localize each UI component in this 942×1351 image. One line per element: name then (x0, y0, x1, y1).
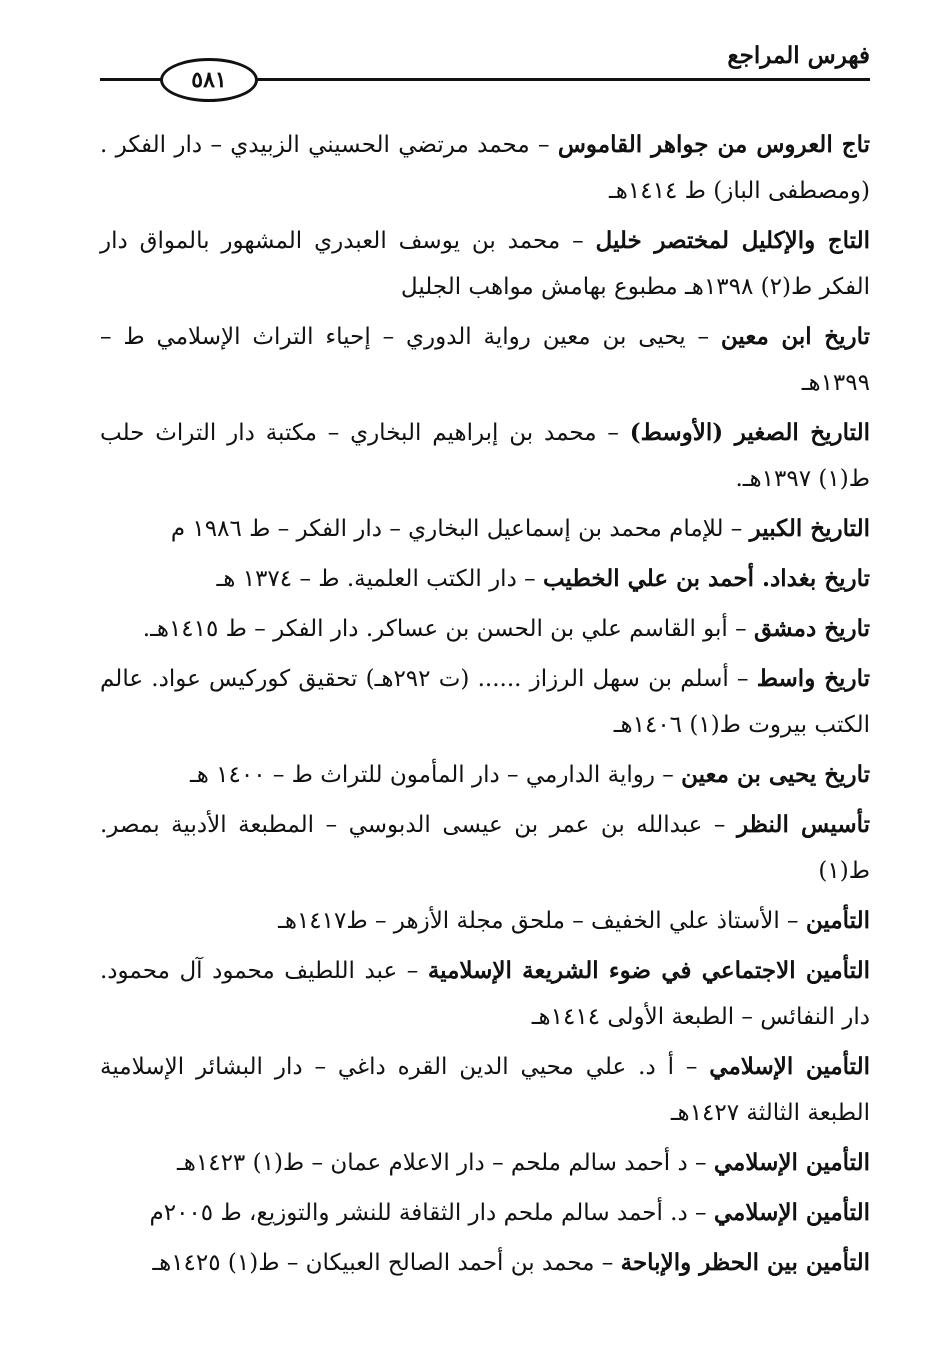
reference-details: – عبدالله بن عمر بن عيسى الدبوسي – المطبعة الأدبية بمصر. ط(١) (100, 812, 870, 884)
page-title: فهرس المراجع (727, 42, 870, 69)
reference-details: – د. أحمد سالم ملحم دار الثقافة للنشر والتوزيع، ط ٢٠٠٥م (149, 1200, 714, 1226)
reference-details: – محمد مرتضي الحسيني الزبيدي – دار الفكر . (ومصطفى الباز) ط ١٤١٤هـ (100, 132, 870, 204)
reference-title: تاريخ يحيى بن معين (681, 761, 870, 788)
reference-entry (100, 948, 870, 1040)
reference-details: – عبد اللطيف محمود آل محمود. دار النفائس – الطبعة الأولى ١٤١٤هـ (100, 958, 870, 1030)
page-number-badge (160, 58, 258, 102)
reference-details: – دار الكتب العلمية. ط – ١٣٧٤ هـ (216, 566, 543, 592)
reference-title: تاريخ ابن معين (720, 323, 870, 350)
reference-details: – محمد بن يوسف العبدري المشهور بالمواق دار الفكر ط(٢) ١٣٩٨هـ مطبوع بهامش مواهب الجليل (100, 228, 870, 300)
reference-details: – أسلم بن سهل الرزاز ...... (ت ٢٩٢هـ) تحقيق كوركيس عواد. عالم الكتب بيروت ط(١) ١٤٠٦هـ (100, 666, 870, 738)
reference-entry (100, 802, 870, 894)
reference-details: – أ د. علي محيي الدين القره داغي – دار البشائر الإسلامية الطبعة الثالثة ١٤٢٧هـ (100, 1054, 870, 1126)
reference-entry (100, 898, 870, 944)
reference-title: التأمين الإسلامي (709, 1053, 870, 1080)
reference-title: التاريخ الصغير (الأوسط) (629, 419, 870, 446)
reference-entry (100, 1140, 870, 1186)
reference-title: تاريخ بغداد. أحمد بن علي الخطيب (542, 565, 870, 592)
reference-title: تاريخ دمشق (753, 615, 870, 642)
reference-title: التاج والإكليل لمختصر خليل (595, 227, 870, 254)
reference-entry (100, 1190, 870, 1236)
reference-title: التأمين بين الحظر والإباحة (620, 1249, 870, 1276)
reference-title: التأمين الإسلامي (713, 1149, 870, 1176)
reference-entry (100, 1044, 870, 1136)
reference-entry (100, 606, 870, 652)
reference-details: – يحيى بن معين رواية الدوري – إحياء التراث الإسلامي ط – ١٣٩٩هـ (100, 324, 870, 396)
reference-details: – محمد بن إبراهيم البخاري – مكتبة دار التراث حلب ط(١) ١٣٩٧هـ. (100, 420, 870, 492)
reference-details: – أبو القاسم علي بن الحسن بن عساكر. دار الفكر – ط ١٤١٥هـ. (142, 616, 754, 642)
reference-entry (100, 122, 870, 214)
reference-details: – محمد بن أحمد الصالح العبيكان – ط(١) ١٤٢٥هـ (152, 1250, 621, 1276)
reference-entry (100, 218, 870, 310)
reference-title: تاريخ واسط (756, 665, 870, 692)
reference-entry (100, 752, 870, 798)
page-number: ٥٨١ (191, 67, 227, 93)
reference-title: التأمين الاجتماعي في ضوء الشريعة الإسلامية (427, 957, 870, 984)
reference-details: – رواية الدارمي – دار المأمون للتراث ط – ١٤٠٠ هـ (189, 762, 682, 788)
reference-title: التأمين الإسلامي (713, 1199, 870, 1226)
reference-entry (100, 410, 870, 502)
reference-entry (100, 506, 870, 552)
reference-details: – د أحمد سالم ملحم – دار الاعلام عمان – ط(١) ١٤٢٣هـ (177, 1150, 714, 1176)
reference-title: التأمين (805, 907, 870, 934)
reference-entry (100, 314, 870, 406)
reference-details: – للإمام محمد بن إسماعيل البخاري – دار الفكر – ط ١٩٨٦ م (170, 516, 750, 542)
reference-title: تأسيس النظر (736, 811, 870, 838)
reference-title: التاريخ الكبير (749, 515, 870, 542)
reference-entry (100, 656, 870, 748)
reference-entry (100, 1240, 870, 1286)
reference-title: تاج العروس من جواهر القاموس (557, 131, 870, 158)
page-header (100, 40, 870, 110)
references-list (100, 122, 870, 1290)
reference-entry (100, 556, 870, 602)
reference-details: – الأستاذ علي الخفيف – ملحق مجلة الأزهر – ط١٤١٧هـ (278, 908, 806, 934)
